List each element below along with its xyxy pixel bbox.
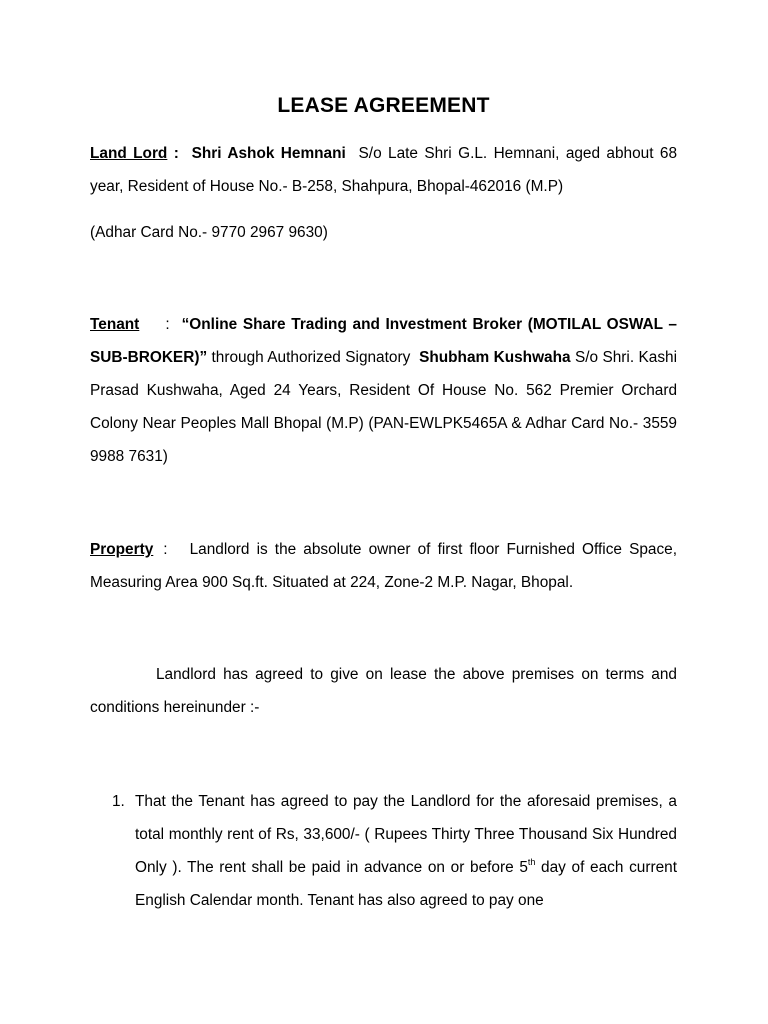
landlord-label: Land Lord: [90, 145, 168, 162]
tenant-details: S/o Shri. Kashi Prasad Kushwaha, Aged 24 Years, Resident Of House No. 562 Premier Orchard Colony Near Peoples Mall Bhopal (M.P) (PAN-EWLPK5465A & Adhar Card No.- 3559 9988 7631): [90, 349, 677, 465]
clause-1-text: [135, 785, 677, 917]
property-colon: :: [163, 541, 168, 558]
tenant-name: “Online Share Trading and Investment Broker (MOTILAL OSWAL – SUB-BROKER)”: [90, 316, 677, 366]
tenant-label: Tenant: [90, 316, 140, 333]
tenant-signatory: Shubham Kushwaha: [419, 349, 571, 366]
property-details: Landlord is the absolute owner of first floor Furnished Office Space, Measuring Area 900 Sq.ft. Situated at 224, Zone-2 M.P. Nagar, Bhopal.: [90, 541, 677, 591]
clause-1-text-before: That the Tenant has agreed to pay the Landlord for the aforesaid premises, a total monthly rent of Rs, 33,600/- ( Rupees Thirty Three Thousand Six Hundred Only ). The rent shall be paid in advance on or before 5: [135, 793, 677, 876]
landlord-details: S/o Late Shri G.L. Hemnani, aged abhout 68 year, Resident of House No.- B-258, Shahpura, Bhopal-462016 (M.P): [90, 145, 678, 195]
clause-1-number: 1.: [112, 793, 125, 810]
property-label: Property: [90, 541, 154, 558]
landlord-adhar: (Adhar Card No.- 9770 2967 9630): [90, 224, 328, 241]
tenant-paragraph: [90, 308, 677, 473]
tenant-through: through Authorized Signatory: [207, 349, 415, 366]
landlord-colon: :: [167, 145, 186, 162]
intro-paragraph: Landlord has agreed to give on lease the above premises on terms and conditions hereinunder :-: [90, 666, 677, 716]
landlord-name: Shri Ashok Hemnani: [191, 145, 346, 162]
document-title: LEASE AGREEMENT: [277, 94, 490, 117]
clause-1-superscript: th: [527, 857, 536, 867]
tenant-colon: :: [165, 316, 170, 333]
clause-1-text-after: day of each current English Calendar month. Tenant has also agreed to pay one: [135, 859, 677, 909]
property-paragraph: [90, 533, 677, 599]
landlord-paragraph: [90, 137, 677, 203]
